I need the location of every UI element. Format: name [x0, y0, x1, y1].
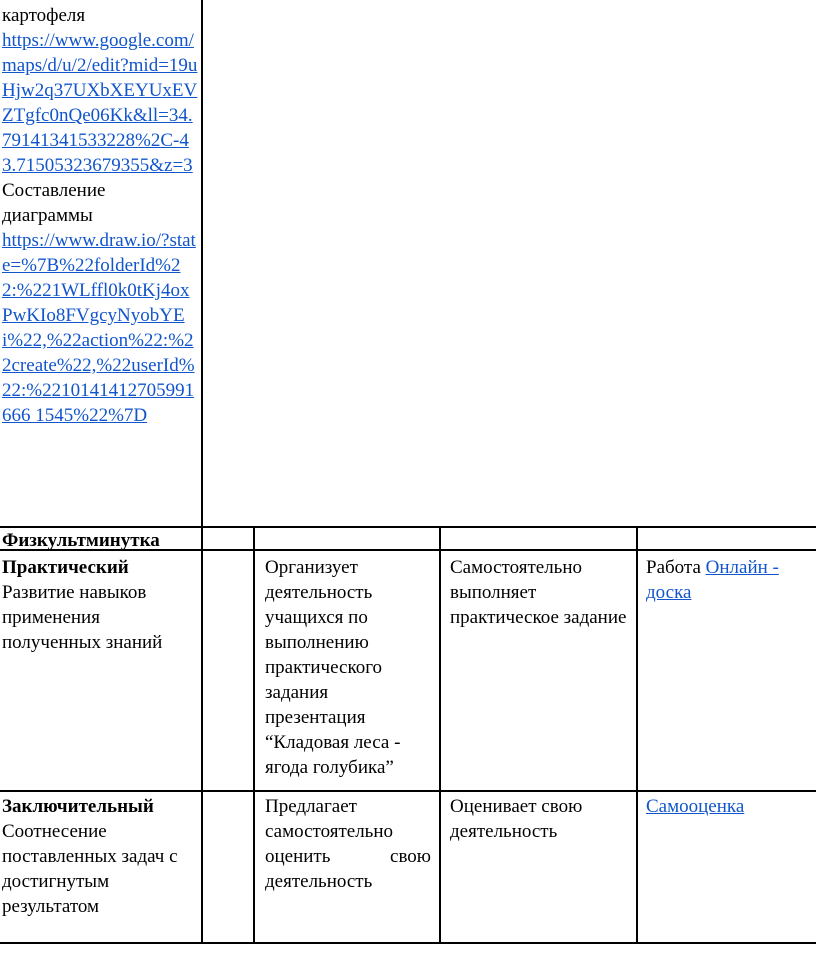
table-border — [636, 526, 638, 944]
final-resource-cell — [646, 794, 812, 819]
table-border — [0, 790, 816, 792]
resources-cell — [2, 3, 198, 428]
table-border — [253, 526, 255, 944]
drawio-link[interactable]: https://www.draw.io/?state=%7B%22folderId%22:%221WLffl0k0tKj4oxPwKIo8FVgcyNyobYEi%22,%22action%22:%22create%22,%22userId%22:%2210141412705991666 1545%22%7D — [2, 230, 196, 426]
practical-student-cell: Самостоятельно выполняет практическое задание — [450, 557, 627, 628]
teacher-line: Предлагает — [265, 796, 357, 817]
stage-title: Заключительный — [2, 796, 154, 817]
practical-stage-cell — [2, 555, 197, 655]
practical-teacher-cell: Организует деятельность учащихся по выполнению практического задания презентация “Кладовая леса - ягода голубика” — [265, 557, 401, 778]
resource-text: Работа — [646, 557, 701, 578]
table-border — [439, 526, 441, 944]
stage-goal: Развитие навыков применения полученных знаний — [2, 582, 163, 653]
online-board-link[interactable]: Онлайн - доска — [646, 557, 779, 603]
fizkult-title: Физкультминутка — [2, 530, 160, 551]
practical-resource-cell — [646, 555, 812, 605]
teacher-line: деятельность — [265, 871, 373, 892]
teacher-line: самостоятельно — [265, 821, 394, 842]
stage-goal: Соотнесение поставленных задач с достигнутым результатом — [2, 821, 178, 917]
table-border — [201, 0, 203, 944]
cell-text: Составление диаграммы — [2, 180, 106, 226]
final-student-cell: Оценивает свою деятельность — [450, 796, 583, 842]
teacher-line: оценить свою — [265, 846, 431, 867]
self-assessment-link[interactable]: Самооценка — [646, 796, 745, 817]
stage-title: Практический — [2, 557, 129, 578]
final-stage-cell — [2, 794, 197, 919]
table-border — [0, 942, 816, 944]
final-teacher-cell — [265, 794, 431, 894]
cell-text: картофеля — [2, 5, 86, 26]
google-maps-link[interactable]: https://www.google.com/maps/d/u/2/edit?mid=19uHjw2q37UXbXEYUxEVZTgfc0nQe06Kk&ll=34.79141341533228%2C-43.71505323679355&z=3 — [2, 30, 198, 176]
